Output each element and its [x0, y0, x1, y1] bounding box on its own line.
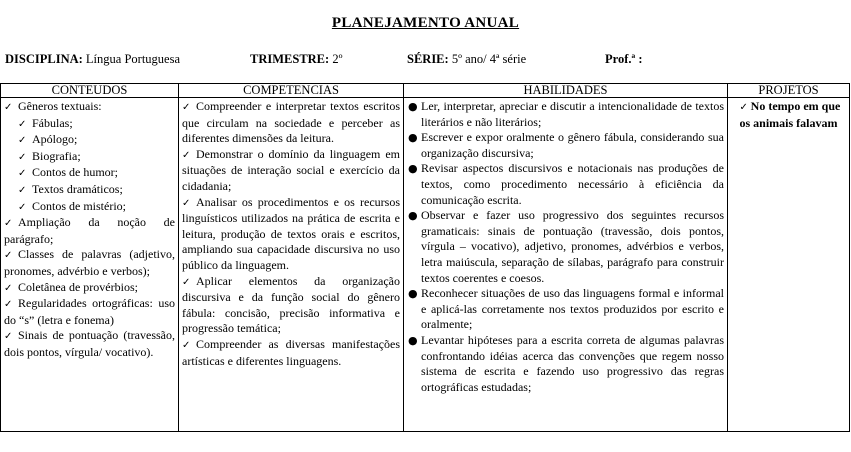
- disciplina-label: DISCIPLINA:: [5, 52, 83, 66]
- habilidades-cell: [404, 98, 728, 432]
- check-icon: ✓: [18, 118, 27, 130]
- bullet-icon: ●: [408, 162, 418, 176]
- serie-field: [407, 52, 526, 67]
- projeto-item: [731, 99, 846, 131]
- bullet-icon: ●: [408, 209, 418, 223]
- habilidades-list: [407, 99, 724, 395]
- check-icon: ✓: [4, 250, 13, 262]
- col-header-competencias: COMPETENCIAS: [179, 84, 404, 98]
- conteudo-item: [4, 116, 175, 133]
- habilidade-item: [407, 286, 724, 333]
- serie-value: 5º ano/ 4ª série: [451, 52, 527, 66]
- bullet-icon: ●: [408, 131, 418, 145]
- prof-label: Prof.ª :: [605, 52, 643, 66]
- conteudo-item: [4, 182, 175, 199]
- check-icon: ✓: [182, 339, 191, 351]
- competencia-text: Demonstrar o domínio da linguagem em situações de interação social e exercício da cidadania;: [182, 146, 400, 193]
- competencia-item: [182, 337, 400, 369]
- check-icon: ✓: [182, 276, 191, 288]
- conteudo-text: Biografia;: [32, 148, 81, 163]
- table-header-row: [1, 84, 850, 98]
- competencia-text: Analisar os procedimentos e os recursos linguísticos utilizados na prática de escrita e leitura, produção de textos orais e escritos, ampliando sua capacidade discursiva no uso público da linguagem.: [182, 194, 400, 272]
- col-header-habilidades: HABILIDADES: [404, 84, 728, 98]
- projetos-cell: [728, 98, 850, 432]
- check-icon: ✓: [182, 149, 191, 161]
- serie-label: SÉRIE:: [407, 52, 449, 66]
- col-header-conteudos: CONTEUDOS: [1, 84, 179, 98]
- check-icon: ✓: [182, 102, 191, 113]
- trimestre-field: [250, 52, 342, 67]
- conteudo-item: [4, 247, 175, 279]
- conteudo-text: Regularidades ortográficas: uso do “s” (letra e fonema): [4, 296, 175, 327]
- conteudo-text: Apólogo;: [32, 132, 78, 147]
- conteudo-text: Textos dramáticos;: [32, 181, 123, 196]
- conteudo-item: [4, 199, 175, 216]
- check-icon: ✓: [4, 218, 13, 230]
- table-body-row: [1, 98, 850, 432]
- check-icon: ✓: [4, 331, 13, 343]
- competencias-cell: [179, 98, 404, 432]
- habilidade-text: Levantar hipóteses para a escrita correta de algumas palavras confrontando idéias acerca das convenções que regem nosso sistema de escrita e fazendo uso progressivo das regras ortográficas estudadas;: [421, 332, 724, 394]
- projetos-list: [731, 99, 846, 131]
- conteudo-item: [4, 215, 175, 247]
- habilidade-text: Revisar aspectos discursivos e notacionais nas produções de textos, como procedimento necessário à eficiência da comunicação escrita.: [421, 161, 724, 207]
- conteudo-item: [4, 296, 175, 328]
- competencia-item: [182, 274, 400, 337]
- bullet-icon: ●: [408, 287, 418, 301]
- check-icon: ✓: [18, 135, 27, 147]
- competencia-text: Compreender as diversas manifestações artísticas e diferentes linguagens.: [182, 336, 400, 368]
- bullet-icon: ●: [408, 100, 418, 113]
- trimestre-value: 2º: [332, 52, 343, 66]
- habilidade-item: [407, 208, 724, 286]
- projeto-text: No tempo em que os animais falavam: [739, 99, 841, 130]
- habilidade-item: [407, 130, 724, 161]
- disciplina-field: [5, 52, 180, 67]
- habilidade-text: Observar e fazer uso progressivo dos seguintes recursos gramaticais: sinais de pontuação (travessão, dois pontos, vírgula – vocativo), adjetivo, pronomes, advérbios e verbos, letra maiúscula, separação de sílabas, parágrafo para construir textos coerentes e coesos.: [421, 208, 724, 285]
- conteudo-text: Ampliação da noção de parágrafo;: [4, 215, 175, 246]
- competencias-list: [182, 99, 400, 369]
- conteudo-item: [4, 165, 175, 182]
- habilidade-item: [407, 99, 724, 130]
- check-icon: ✓: [182, 197, 191, 209]
- check-icon: ✓: [4, 299, 13, 311]
- competencia-text: Compreender e interpretar textos escritos que circulam na sociedade e perceber as diferentes dimensões da leitura.: [182, 99, 400, 146]
- check-icon: ✓: [4, 282, 13, 294]
- conteudo-text: Classes de palavras (adjetivo, pronomes, advérbio e verbos);: [4, 247, 175, 278]
- habilidade-text: Escrever e expor oralmente o gênero fábula, considerando sua organização discursiva;: [421, 130, 724, 160]
- conteudo-item: [4, 149, 175, 166]
- trimestre-label: TRIMESTRE:: [250, 52, 330, 66]
- disciplina-value: Língua Portuguesa: [85, 52, 181, 66]
- conteudos-list: [4, 99, 175, 361]
- competencia-item: [182, 195, 400, 274]
- conteudo-text: Fábulas;: [32, 115, 73, 130]
- conteudo-text: Gêneros textuais:: [18, 99, 102, 113]
- habilidade-item: [407, 161, 724, 208]
- competencia-item: [182, 99, 400, 147]
- conteudos-cell: [1, 98, 179, 432]
- check-icon: ✓: [739, 102, 748, 113]
- competencia-text: Aplicar elementos da organização discursiva e da função social do gênero fábula: concisão, precisão informativa e progressão temática;: [182, 273, 400, 336]
- conteudo-item: [4, 280, 175, 297]
- conteudo-item: [4, 328, 175, 360]
- conteudo-text: Sinais de pontuação (travessão, dois pontos, vírgula/ vocativo).: [4, 328, 175, 359]
- page-title: PLANEJAMENTO ANUAL: [331, 15, 520, 31]
- competencia-item: [182, 147, 400, 195]
- check-icon: ✓: [18, 184, 27, 196]
- col-header-projetos: PROJETOS: [728, 84, 850, 98]
- check-icon: ✓: [18, 168, 27, 180]
- prof-field: [605, 52, 643, 67]
- habilidade-text: Ler, interpretar, apreciar e discutir a intencionalidade de textos literários e não literários;: [421, 99, 724, 129]
- conteudo-text: Contos de mistério;: [32, 198, 126, 213]
- check-icon: ✓: [4, 102, 13, 113]
- planning-table: [0, 83, 850, 432]
- conteudo-item: [4, 132, 175, 149]
- habilidade-text: Reconhecer situações de uso das linguagens formal e informal e aplicá-las corretamente nos textos produzidos por escrito e oralmente;: [421, 286, 724, 332]
- habilidade-item: [407, 333, 724, 395]
- conteudo-item: [4, 99, 175, 116]
- conteudo-text: Contos de humor;: [32, 165, 118, 180]
- check-icon: ✓: [18, 151, 27, 163]
- conteudo-text: Coletânea de provérbios;: [18, 279, 138, 294]
- bullet-icon: ●: [408, 333, 418, 347]
- check-icon: ✓: [18, 201, 27, 213]
